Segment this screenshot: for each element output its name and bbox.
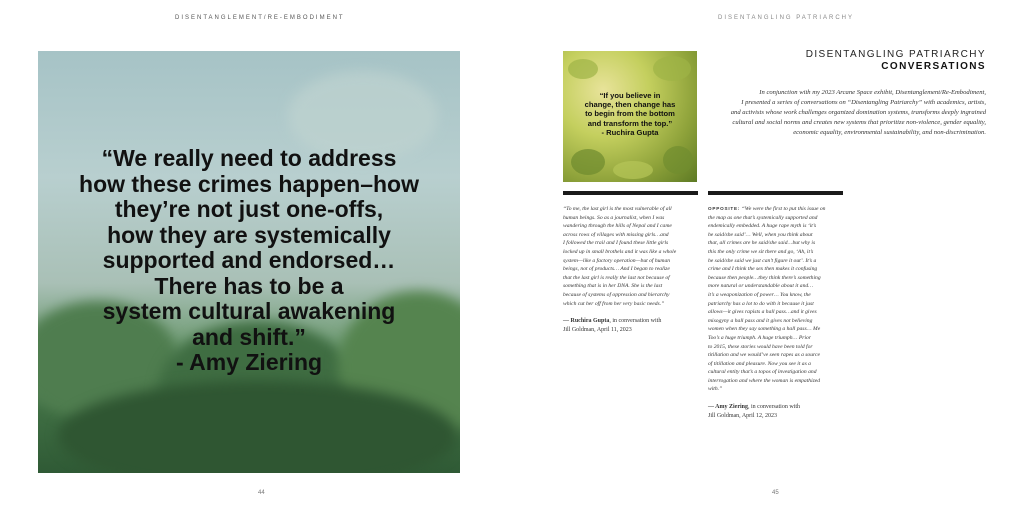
column-line: with.” [708, 386, 723, 393]
column-line: I followed the trail and I found these little girls [563, 240, 669, 247]
column-line: system—like a factory operation—but of human [563, 257, 671, 264]
running-head-right: DISENTANGLING PATRIARCHY [718, 15, 855, 21]
column-line: something that is in her DNA. She is the last [563, 283, 663, 290]
column-line: that the last girl is really the last not because of [563, 274, 670, 281]
column-line: locked up in small brothels and it was like a whole [563, 248, 677, 255]
quote-line: There has to be a [154, 272, 344, 299]
small-quote-text [563, 91, 697, 137]
column-line: patriarchy has a lot to do with it because it just [708, 300, 814, 307]
attribution-text: , in conversation with [748, 404, 800, 411]
column-line: because of systems of oppression and hierarchy [563, 291, 670, 298]
small-quote-attribution: - Ruchira Gupta [601, 127, 659, 137]
attribution-date: Jill Goldman, April 12, 2023 [708, 413, 777, 420]
small-quote-line: change, then change has [584, 100, 676, 110]
quote-image-ruchira-gupta [563, 51, 697, 182]
column-line: he said/she said’… Well, when you think about [708, 231, 813, 238]
column-quote [708, 205, 843, 394]
column-line: cultural entity that’s a topos of investigation and [708, 369, 817, 376]
column-line: “To me, the last girl is the most vulnerable of all [563, 206, 672, 212]
big-quote-text [38, 146, 460, 376]
section-title: CONVERSATIONS [881, 61, 986, 72]
intro-line: In conjunction with my 2023 Arcane Space exhibit, Disentanglement/Re-Embodiment, [759, 89, 986, 96]
column-line: this the only crime we sit there and go, ‘Ah, it’s [708, 248, 814, 255]
intro-line: cultural and social norms and creates new systems that prioritize non-violence, gender equality, [732, 119, 986, 126]
column-line: allows—it gives rapists a hall pass…and it gives [708, 309, 817, 316]
attribution-name: — Ruchira Gupta [563, 318, 610, 325]
quote-line: system cultural awakening [102, 298, 396, 324]
column-rule-left [563, 191, 698, 195]
column-line: because then people…they think there’s something [708, 274, 821, 281]
column-line: more natural or understandable about it and… [708, 283, 814, 290]
quote-line: and shift.” [192, 323, 306, 350]
column-line: that, all crimes are he said/she said…but why is [708, 240, 816, 247]
quote-line: how these crimes happen–how [79, 170, 419, 197]
column-line: “We were the first to put this issue on [740, 206, 826, 212]
quote-line: they’re not just one-offs, [114, 196, 384, 222]
attribution-date: Jill Goldman, April 11, 2023 [563, 327, 632, 334]
column-line: misogyny a hall pass and it gives not believing [708, 317, 813, 324]
quote-line: supported and endorsed… [102, 247, 396, 273]
column-line: beings, not of products… And I began to realize [563, 266, 670, 273]
intro-line: I presented a series of conversations on “Disentangling Patriarchy” with academics, artists, [741, 99, 986, 106]
column-line: he said/she said we just can’t figure it out’. It’s a [708, 257, 817, 264]
column-line: which cut her off from her very basic needs.” [563, 300, 665, 307]
small-quote-line: to begin from the bottom [585, 109, 675, 119]
quote-attribution: - Amy Ziering [175, 349, 323, 375]
column-line: across rows of villages with missing girls…and [563, 231, 669, 238]
column-rule-right [708, 191, 843, 195]
quote-image-amy-ziering [38, 51, 460, 473]
attribution-name: — Amy Ziering [708, 404, 748, 411]
section-kicker: DISENTANGLING PATRIARCHY [805, 49, 986, 60]
quote-column-ruchira-gupta [563, 205, 698, 335]
column-line: endemically embedded. A huge rape myth is ‘it’s [708, 223, 817, 230]
small-quote-line: and transform the top.” [587, 118, 673, 128]
column-attribution [708, 403, 843, 421]
column-line: the map as one that’s systemically supported and [708, 214, 818, 221]
column-line: crime and I think the sex then makes it confusing [708, 266, 818, 273]
column-line: to 2015, these stories would have been told for [708, 343, 813, 350]
page-number-right: 45 [772, 490, 779, 496]
running-head-left: DISENTANGLEMENT/RE-EMBODIMENT [175, 15, 345, 21]
column-line: of titillation and pleasure. Now you see it as a [708, 360, 811, 367]
column-quote [563, 205, 698, 308]
column-line: women when they say something a hall pass… Me [708, 326, 821, 333]
attribution-text: , in conversation with [609, 318, 662, 325]
column-line: wandering through the hills of Nepal and I came [563, 223, 672, 230]
page-number-left: 44 [258, 490, 265, 496]
column-line: titillation and we would’ve seen rapes as a source [708, 352, 820, 359]
intro-line: economic equality, environmental sustainability, and non-discrimination. [793, 129, 986, 136]
column-attribution [563, 317, 698, 335]
small-quote-line: “If you believe in [599, 91, 661, 100]
quote-line: “We really need to address [101, 145, 397, 171]
column-line: human beings. So as a journalist, when I was [563, 214, 665, 221]
intro-line: and activists whose work challenges organized domination systems, transforms deeply ingrained [730, 109, 986, 116]
intro-paragraph [701, 88, 986, 138]
column-line: Too’s a huge triumph. A huge triumph… Prior [708, 334, 811, 341]
column-line: it’s a weaponization of power… You know, the [708, 291, 811, 298]
quote-column-amy-ziering [708, 205, 843, 421]
column-first-line [708, 205, 843, 214]
opposite-label: OPPOSITE: [708, 206, 741, 211]
quote-line: how they are systemically [107, 221, 391, 248]
column-line: interrogation and where the woman is empathized [708, 377, 821, 384]
